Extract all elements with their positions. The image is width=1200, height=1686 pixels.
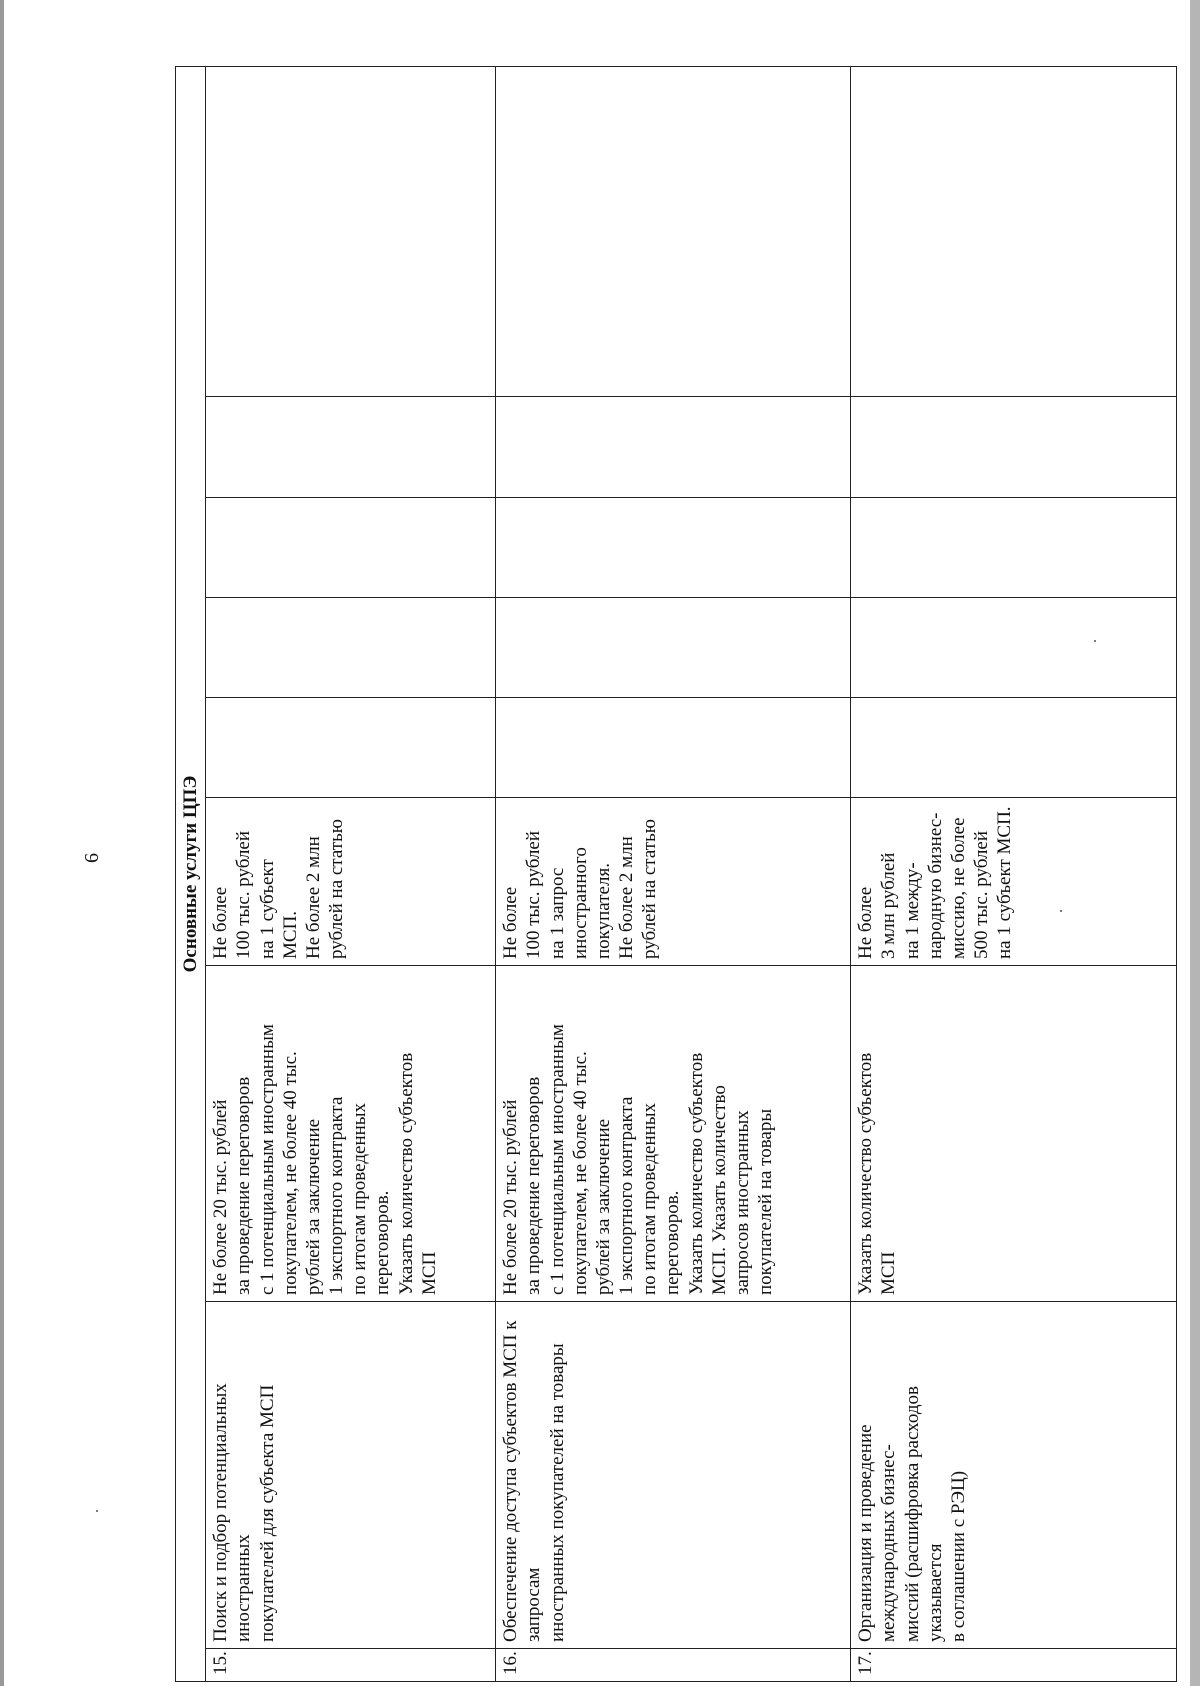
rotated-table-wrapper xyxy=(175,67,1175,1682)
service-name: Организация и проведение международных бизнес- миссий (расшифровка расходов указывается в соглашении с РЭЦ) xyxy=(851,1302,1177,1649)
scan-edge-right xyxy=(1190,0,1200,1686)
page-number: 6 xyxy=(81,853,103,863)
empty-cell xyxy=(851,66,1177,396)
empty-cell xyxy=(206,598,496,698)
service-name: Обеспечение доступа субъектов МСП к запросам иностранных покупателей на товары xyxy=(496,1302,851,1649)
limit-description: Не более 100 тыс. рублей на 1 запрос иностранного покупателя. Не более 2 млн рублей на статью xyxy=(496,798,851,966)
empty-cell xyxy=(206,397,496,498)
service-name: Поиск и подбор потенциальных иностранных покупателей для субъекта МСП xyxy=(206,1302,496,1649)
cost-description: Не более 20 тыс. рублей за проведение переговоров с 1 потенциальным иностранным покупателем, не более 40 тыс. рублей за заключение 1 экспортного контракта по итогам проведенных переговоров. Указать количество субъектов МСП. Указать количество запросов иностранных покупателей на товары xyxy=(496,966,851,1302)
empty-cell xyxy=(206,66,496,396)
section-header: Основные услуги ЦПЭ xyxy=(176,66,206,1681)
empty-cell xyxy=(206,498,496,598)
table-row xyxy=(496,66,851,1681)
empty-cell xyxy=(851,397,1177,498)
empty-cell xyxy=(496,598,851,698)
cost-description: Указать количество субъектов МСП xyxy=(851,966,1177,1302)
empty-cell xyxy=(851,698,1177,798)
empty-cell xyxy=(496,498,851,598)
empty-cell xyxy=(851,498,1177,598)
cost-description: Не более 20 тыс. рублей за проведение переговоров с 1 потенциальным иностранным покупателем, не более 40 тыс. рублей за заключение 1 экспортного контракта по итогам проведенных переговоров. Указать количество субъектов МСП xyxy=(206,966,496,1302)
row-number: 15. xyxy=(206,1649,496,1682)
scan-edge-left xyxy=(0,0,4,1686)
table-row xyxy=(206,66,496,1681)
empty-cell xyxy=(496,397,851,498)
limit-description: Не более 100 тыс. рублей на 1 субъект МСП. Не более 2 млн рублей на статью xyxy=(206,798,496,966)
table-row xyxy=(851,66,1177,1681)
empty-cell xyxy=(496,698,851,798)
empty-cell xyxy=(206,698,496,798)
limit-description: Не более 3 млн рублей на 1 между- народную бизнес- миссию, не более 500 тыс. рублей на 1 субъект МСП. xyxy=(851,798,1177,966)
services-table xyxy=(175,66,1177,1682)
empty-cell xyxy=(851,598,1177,698)
row-number: 16. xyxy=(496,1649,851,1682)
scan-speck xyxy=(96,1510,98,1512)
empty-cell xyxy=(496,66,851,396)
row-number: 17. xyxy=(851,1649,1177,1682)
section-header-row xyxy=(176,66,206,1681)
